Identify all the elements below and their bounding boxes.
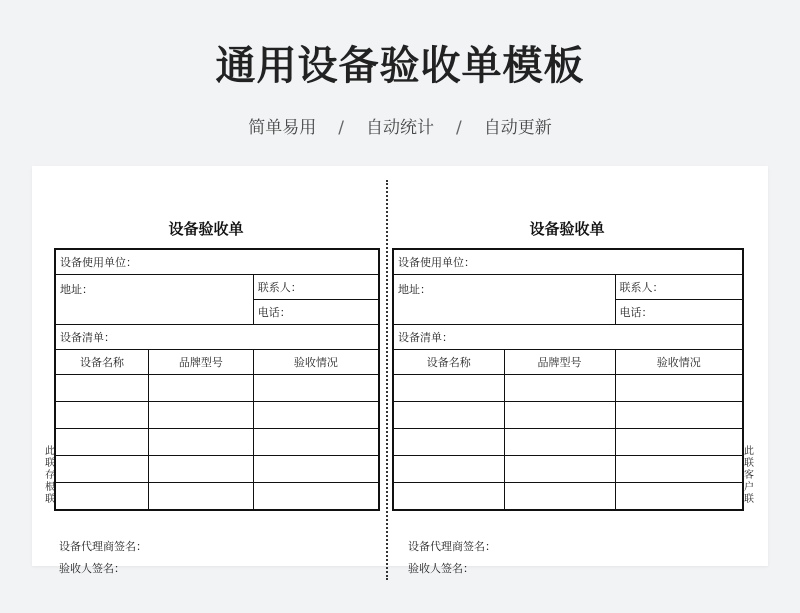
form-title: 设备验收单 — [529, 220, 605, 238]
unit-label: 设备使用单位： — [393, 249, 743, 275]
document-sheet — [32, 166, 768, 575]
tagline-item: 自动统计 — [366, 118, 434, 138]
cut-line-divider — [386, 180, 388, 580]
agent-sign-label: 设备代理商签名： — [59, 540, 147, 553]
table-row — [55, 483, 379, 511]
column-header: 品牌型号 — [504, 350, 615, 375]
table-row — [393, 375, 743, 402]
table-row — [55, 456, 379, 483]
copy-label-customer: 此 联 客 户 联 — [744, 446, 754, 505]
address-label: 地址： — [393, 275, 615, 325]
tagline — [0, 113, 800, 138]
column-header: 验收情况 — [615, 350, 743, 375]
list-label: 设备清单： — [393, 325, 743, 350]
column-header: 设备名称 — [393, 350, 504, 375]
contact-label: 联系人： — [615, 275, 743, 300]
phone-label: 电话： — [253, 300, 379, 325]
copy-label-stub: 此 联 存 根 联 — [45, 446, 55, 505]
table-row — [393, 456, 743, 483]
table-row — [55, 375, 379, 402]
tagline-item: 简单易用 — [248, 118, 317, 138]
agent-sign-label: 设备代理商签名： — [408, 540, 496, 553]
form-table — [54, 248, 380, 511]
receiver-sign-label: 验收人签名： — [408, 562, 474, 575]
table-row — [55, 429, 379, 456]
table-row — [393, 402, 743, 429]
page-title: 通用设备验收单模板 — [215, 43, 585, 89]
column-header: 验收情况 — [253, 350, 379, 375]
column-header: 设备名称 — [55, 350, 149, 375]
form-table — [392, 248, 744, 511]
contact-label: 联系人： — [253, 275, 379, 300]
unit-label: 设备使用单位： — [55, 249, 379, 275]
column-header: 品牌型号 — [149, 350, 254, 375]
address-label: 地址： — [55, 275, 253, 325]
table-row — [393, 483, 743, 511]
tagline-separator: / — [456, 118, 462, 138]
tagline-separator: / — [338, 118, 344, 138]
list-label: 设备清单： — [55, 325, 379, 350]
table-row — [55, 402, 379, 429]
form-title: 设备验收单 — [168, 220, 244, 238]
receiver-sign-label: 验收人签名： — [59, 562, 125, 575]
table-row — [393, 429, 743, 456]
phone-label: 电话： — [615, 300, 743, 325]
tagline-item: 自动更新 — [483, 118, 552, 138]
